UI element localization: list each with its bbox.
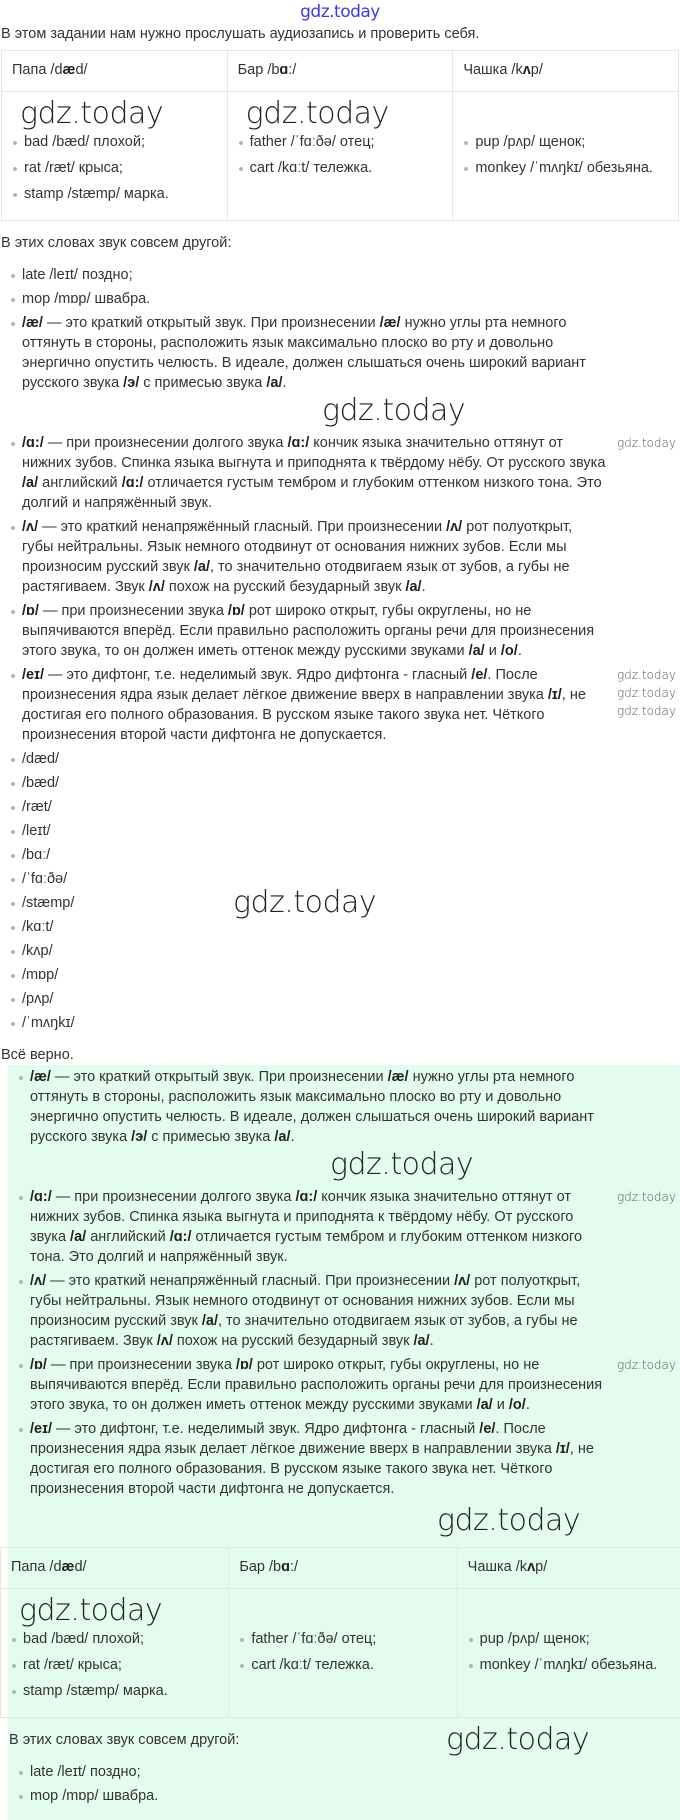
- transcription-item: [0, 965, 680, 985]
- text-segment: , не достигая его полного образования. В русском языке такого звука нет. Чёткого произнесения второй части дифтонга не допускается.: [22, 687, 586, 743]
- phoneme: /а/: [413, 1333, 429, 1349]
- transcription-item: [0, 917, 680, 937]
- word-list: [11, 1629, 218, 1701]
- phoneme: /ɒ/: [30, 1357, 47, 1373]
- text-segment: . После произнесения ядра язык делает лёгкое движение вверх в направлении звука: [30, 1421, 556, 1457]
- list-item: rat /ræt/ крыса;: [12, 158, 217, 178]
- sound-description: [8, 1271, 680, 1351]
- text-segment: :/: [288, 62, 296, 78]
- phoneme: /о/: [509, 1397, 526, 1413]
- word-list: [238, 132, 443, 178]
- phoneme: ʌ: [527, 1559, 535, 1575]
- transcription-item: [0, 797, 680, 817]
- watermark: gdz.today: [246, 96, 443, 132]
- text-segment: — при произнесении звука: [47, 1357, 236, 1373]
- phoneme: /а/: [202, 1313, 218, 1329]
- phoneme: /а/: [266, 375, 282, 391]
- section-heading-row: [9, 1730, 680, 1750]
- sounds-table: [1, 50, 679, 221]
- phoneme: /ʌ/: [149, 579, 165, 595]
- list-item: stamp /stæmp/ марка.: [12, 184, 217, 204]
- list-item: bad /bæd/ плохой;: [12, 132, 217, 152]
- phoneme: /e/: [471, 667, 487, 683]
- text-segment: Папа /d: [12, 62, 63, 78]
- word-list: [463, 132, 668, 178]
- text-segment: d/: [74, 1559, 86, 1575]
- phoneme: /æ/: [22, 315, 43, 331]
- text-segment: Чашка /k: [463, 62, 522, 78]
- table-cell: [229, 1589, 457, 1718]
- list-item: stamp /stæmp/ марка.: [11, 1681, 218, 1701]
- text-segment: и: [493, 1397, 509, 1413]
- text-segment: с примесью звука: [147, 1129, 274, 1145]
- phoneme: /ʌ/: [22, 519, 38, 535]
- watermark: gdz.today: [30, 1147, 606, 1183]
- word-list: [468, 1629, 675, 1675]
- list-item: monkey /ˈmʌŋkɪ/ обезьяна.: [468, 1655, 675, 1675]
- word-list: [239, 1629, 446, 1675]
- phoneme: ɑ: [281, 1559, 290, 1575]
- phoneme: /э/: [123, 375, 139, 391]
- word-list: [12, 132, 217, 204]
- text-segment: :/: [290, 1559, 298, 1575]
- phoneme: /ɑ:/: [170, 1229, 192, 1245]
- table-header-cell: [457, 1548, 680, 1589]
- phoneme: /ɑ:/: [288, 435, 310, 451]
- phoneme: /æ/: [380, 315, 401, 331]
- list-item: mop /mɒp/ швабра.: [0, 289, 680, 309]
- text-segment: .: [518, 643, 522, 659]
- transcription-text: /stæmp/: [22, 895, 74, 911]
- table-header-cell: [229, 1548, 457, 1589]
- sound-description: [8, 1419, 680, 1499]
- phoneme: /æ/: [30, 1069, 51, 1085]
- text-segment: нужно углы рта немного оттянуть в стороны, расположить язык максимально плоско во рту и довольно энергично опустить челюсть. В идеале, должен слышаться очень широкий вариант русского звука: [30, 1069, 594, 1145]
- watermark: gdz.today: [437, 1503, 580, 1539]
- text-segment: p/: [535, 1559, 547, 1575]
- phoneme: /а/: [477, 1397, 493, 1413]
- phoneme: /а/: [469, 643, 485, 659]
- watermark: gdz.today: [19, 1593, 218, 1629]
- text-segment: Бар /b: [238, 62, 280, 78]
- transcription-text: /bɑː/: [22, 847, 50, 863]
- transcription-text: /kʌp/: [22, 943, 53, 959]
- table-header-row: [1, 1548, 680, 1589]
- transcription-item: [0, 1013, 680, 1033]
- text-segment: кончик языка значительно оттянут от нижних зубов. Спинка языка выгнута и приподнята к твёрдому нёбу. От русского звука: [22, 435, 605, 471]
- phoneme: /ɪ/: [548, 687, 562, 703]
- table-header-cell: [227, 51, 453, 92]
- phoneme: /ɑ:/: [22, 435, 44, 451]
- text-segment: рот полуоткрыт, губы нейтральны. Язык немного отодвинут от основания нижних зубов. Если мы произносим русский звук: [22, 519, 572, 575]
- text-segment: Чашка /k: [468, 1559, 527, 1575]
- transcription-text: /mɒp/: [22, 967, 58, 983]
- other-words-list: [8, 1762, 680, 1806]
- text-segment: — это дифтонг, т.е. неделимый звук. Ядро дифтонга - гласный: [52, 1421, 479, 1437]
- sound-description: [0, 433, 680, 513]
- phoneme: /e/: [479, 1421, 495, 1437]
- text-segment: . После произнесения ядра язык делает лёгкое движение вверх в направлении звука: [22, 667, 548, 703]
- phoneme: /ʌ/: [30, 1273, 46, 1289]
- text-segment: .: [430, 1333, 434, 1349]
- list-item: father /ˈfɑːðə/ отец;: [238, 132, 443, 152]
- result-text: Всё верно.: [1, 1045, 680, 1065]
- transcription-item: [0, 845, 680, 865]
- text-segment: английский: [38, 475, 122, 491]
- text-segment: отличается густым тембром и глубоким оттенком низкого тона. Это долгий и напряжённый звук.: [30, 1229, 582, 1265]
- table-cell: [453, 92, 679, 221]
- site-logo-watermark: gdz.today: [0, 0, 680, 24]
- text-segment: кончик языка значительно оттянут от нижних зубов. Спинка языка выгнута и приподнята к твёрдому нёбу. От русского звука: [30, 1189, 573, 1245]
- sound-description: [0, 601, 680, 661]
- transcription-text: /ˈmʌŋkɪ/: [22, 1015, 75, 1031]
- phoneme: /ɒ/: [228, 603, 245, 619]
- sound-description: [0, 313, 680, 429]
- phoneme: /ʌ/: [446, 519, 462, 535]
- phoneme: /а/: [405, 579, 421, 595]
- table-header-cell: [1, 1548, 229, 1589]
- watermark: gdz.today: [233, 885, 376, 921]
- transcription-item: [0, 821, 680, 841]
- task-section: [0, 50, 680, 1033]
- transcription-item: [0, 893, 680, 913]
- text-segment: английский: [86, 1229, 170, 1245]
- sound-description: [8, 1355, 680, 1415]
- text-segment: — это дифтонг, т.е. неделимый звук. Ядро дифтонга - гласный: [44, 667, 471, 683]
- sounds-table: [0, 1547, 680, 1718]
- sound-description: [0, 517, 680, 597]
- text-segment: .: [526, 1397, 530, 1413]
- watermark: gdz.today: [20, 96, 217, 132]
- section-heading: В этих словах звук совсем другой:: [9, 1732, 239, 1748]
- phoneme: /eɪ/: [22, 667, 44, 683]
- text-segment: — при произнесении долгого звука: [52, 1189, 296, 1205]
- watermark: gdz.today: [617, 686, 676, 700]
- text-segment: , не достигая его полного образования. В русском языке такого звука нет. Чёткого произнесения второй части дифтонга не допускается.: [30, 1441, 594, 1497]
- watermark: gdz.today: [617, 1358, 676, 1372]
- table-cell: [1, 1589, 229, 1718]
- text-segment: , то значительно отодвигаем язык от зубов, а губы не растягиваем. Звук: [22, 559, 570, 595]
- text-segment: — это краткий открытый звук. При произнесении: [51, 1069, 388, 1085]
- list-item: pup /pʌp/ щенок;: [463, 132, 668, 152]
- list-item: pup /pʌp/ щенок;: [468, 1629, 675, 1649]
- phoneme: æ: [62, 1559, 75, 1575]
- text-segment: рот широко открыт, губы округлены, но не выпячиваются вперёд. Если правильно расположить органы речи для произнесения этого звука, то он должен иметь оттенок между русскими звуками: [30, 1357, 602, 1413]
- table-row: [2, 92, 679, 221]
- list-item: mop /mɒp/ швабра.: [8, 1786, 680, 1806]
- phoneme: /ʌ/: [157, 1333, 173, 1349]
- phoneme: /ɒ/: [236, 1357, 253, 1373]
- transcription-item: [0, 941, 680, 961]
- table-row: [1, 1589, 680, 1718]
- phoneme: /о/: [501, 643, 518, 659]
- list-item: late /leɪt/ поздно;: [8, 1762, 680, 1782]
- text-segment: похож на русский безударный звук: [165, 579, 406, 595]
- transcription-text: /kɑːt/: [22, 919, 53, 935]
- sound-description: [0, 665, 680, 745]
- text-segment: , то значительно отодвигаем язык от зубов, а губы не растягиваем. Звук: [30, 1313, 578, 1349]
- text-segment: похож на русский безударный звук: [173, 1333, 414, 1349]
- descriptions-list: [8, 1067, 680, 1499]
- table-header-cell: [2, 51, 228, 92]
- sound-description: [8, 1187, 680, 1267]
- transcription-text: /dæd/: [22, 751, 59, 767]
- phoneme: /ɑ:/: [30, 1189, 52, 1205]
- text-segment: — это краткий открытый звук. При произнесении: [43, 315, 380, 331]
- text-segment: d/: [75, 62, 87, 78]
- watermark: gdz.today: [22, 393, 606, 429]
- text-segment: отличается густым тембром и глубоким оттенком низкого тона. Это долгий и напряжённый звук.: [22, 475, 602, 511]
- text-segment: .: [290, 1129, 294, 1145]
- table-header-cell: [453, 51, 679, 92]
- watermark: gdz.today: [446, 1722, 589, 1758]
- table-cell: [227, 92, 453, 221]
- phoneme: /а/: [274, 1129, 290, 1145]
- table-header-row: [2, 51, 679, 92]
- phoneme: /ɑ:/: [122, 475, 144, 491]
- phoneme: /ɒ/: [22, 603, 39, 619]
- transcription-text: /bæd/: [22, 775, 59, 791]
- watermark: gdz.today: [617, 1190, 676, 1204]
- phoneme: /ʌ/: [454, 1273, 470, 1289]
- list-item: father /ˈfɑːðə/ отец;: [239, 1629, 446, 1649]
- watermark: gdz.today: [617, 668, 676, 682]
- table-cell: [2, 92, 228, 221]
- correct-answer-section: [8, 1065, 680, 1820]
- other-words-list: [0, 265, 680, 1033]
- text-segment: с примесью звука: [139, 375, 266, 391]
- transcription-text: /leɪt/: [22, 823, 51, 839]
- phoneme: /ɪ/: [556, 1441, 570, 1457]
- list-item: late /leɪt/ поздно;: [0, 265, 680, 285]
- watermark: gdz.today: [617, 436, 676, 450]
- phoneme: /а/: [194, 559, 210, 575]
- phoneme: ʌ: [523, 62, 531, 78]
- phoneme: ɑ: [279, 62, 288, 78]
- phoneme: æ: [63, 62, 76, 78]
- phoneme: /а/: [70, 1229, 86, 1245]
- transcription-item: [0, 749, 680, 769]
- transcription-item: [0, 773, 680, 793]
- table-cell: [457, 1589, 680, 1718]
- text-segment: Папа /d: [11, 1559, 62, 1575]
- section-heading: В этих словах звук совсем другой:: [1, 235, 231, 251]
- text-segment: — это краткий ненапряжённый гласный. При произнесении: [46, 1273, 454, 1289]
- transcription-text: /ræt/: [22, 799, 52, 815]
- text-segment: — это краткий ненапряжённый гласный. При произнесении: [38, 519, 446, 535]
- phoneme: /а/: [22, 475, 38, 491]
- text-segment: Бар /b: [239, 1559, 281, 1575]
- text-segment: и: [485, 643, 501, 659]
- section-heading-row: [1, 233, 680, 253]
- text-segment: .: [282, 375, 286, 391]
- transcription-item: [0, 989, 680, 1009]
- list-item: rat /ræt/ крыса;: [11, 1655, 218, 1675]
- transcription-text: /ˈfɑːðə/: [22, 871, 67, 887]
- text-segment: p/: [531, 62, 543, 78]
- text-segment: нужно углы рта немного оттянуть в стороны, расположить язык максимально плоско во рту и довольно энергично опустить челюсть. В идеале, должен слышаться очень широкий вариант русского звука: [22, 315, 586, 391]
- phoneme: /æ/: [388, 1069, 409, 1085]
- intro-text: В этом задании нам нужно прослушать аудиозапись и проверить себя.: [1, 24, 680, 44]
- list-item: cart /kɑːt/ тележка.: [238, 158, 443, 178]
- watermark: gdz.today: [617, 704, 676, 718]
- text-segment: — при произнесении звука: [39, 603, 228, 619]
- list-item: cart /kɑːt/ тележка.: [239, 1655, 446, 1675]
- transcription-item: [0, 869, 680, 889]
- text-segment: — при произнесении долгого звука: [44, 435, 288, 451]
- text-segment: .: [422, 579, 426, 595]
- text-segment: рот полуоткрыт, губы нейтральны. Язык немного отодвинут от основания нижних зубов. Если мы произносим русский звук: [30, 1273, 580, 1329]
- text-segment: рот широко открыт, губы округлены, но не выпячиваются вперёд. Если правильно расположить органы речи для произнесения этого звука, то он должен иметь оттенок между русскими звуками: [22, 603, 594, 659]
- sound-description: [8, 1067, 680, 1183]
- list-item: monkey /ˈmʌŋkɪ/ обезьяна.: [463, 158, 668, 178]
- phoneme: /э/: [131, 1129, 147, 1145]
- list-item: bad /bæd/ плохой;: [11, 1629, 218, 1649]
- phoneme: /ɑ:/: [296, 1189, 318, 1205]
- transcription-text: /pʌp/: [22, 991, 53, 1007]
- phoneme: /eɪ/: [30, 1421, 52, 1437]
